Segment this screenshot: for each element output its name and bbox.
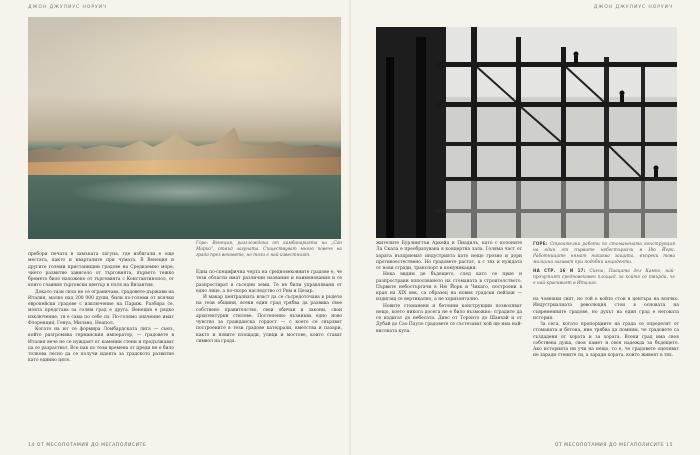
- paragraph: на човешки свят, но той е който стои в центъра на всичко. Индустриалната революция стои в основата на съвременните градове, но духът на един град е неговата история.: [533, 297, 679, 321]
- folio-left: 14 ОТ МЕСОПОТАМИЯ ДО МЕГАПОЛИСИТЕ: [28, 443, 147, 448]
- left-page: [0, 0, 349, 455]
- left-column-1: [28, 252, 174, 365]
- venice-painting: [28, 17, 341, 239]
- paragraph: Една по-специфична черта на средновековните градове е, че тези области имат различни названия и наименования и се разпростират в съседни земи. Те не били управлявани от едно лице, а по-скоро наследство от Рим и Цезар.: [196, 270, 342, 294]
- folio-right: ОТ МЕСОПОТАМИЯ ДО МЕГАПОЛИСИТЕ 15: [554, 443, 673, 448]
- sidenote2-text: Сиена, Пиацата дел Кампо, най-прочутият средновековен площад, за който се твърди, че е най-красивият в Италия.: [533, 269, 675, 286]
- paragraph: пребори печата в замъката лагуна, где избягали е още местата, както и кварталите при чумата. В Венеция и другите големи пристанищни градове на Средиземно море, чието развитие зависело от търговията, първото тежко бремето било наложено от търговията с Константинопол, от които главния търговски център и пътя на Византия.: [28, 252, 174, 289]
- sidenote-text: Строителни работи по стоманената конструкция на един от първите небостъргачи в Ню Йорк. Работниците нямат никаква защита, въпреки това малцина загиват при подобни инциденти.: [533, 242, 675, 265]
- left-column-2: [196, 270, 342, 345]
- paragraph: Докато тази сила не се ограничава, градовете-държави на Италия, малко над 200 000 души, били по-големи от всички европейски градове с изключение на Париж. Разбира се, моята представа за голям град е друга. Венеция е рядко изключение; тя е сама по себе си. По-голямо значение имат Флоренция, Генуа, Милано, Неапол.: [28, 289, 174, 326]
- sidenote-label: ГОРЕ:: [533, 241, 548, 246]
- right-page: [351, 0, 700, 455]
- running-head-right: ДЖОН ДЖУЛИУС НОРУИЧ: [593, 5, 673, 10]
- sidenote2-label: НА СТР. 16 И 17:: [533, 268, 586, 273]
- paragraph: жителите Бурлингтън Аркейд и Пиадилъ, като с колоните Ла Скала е преобразувана в концертна зала. Голяма част от хората възприемат индустрията като нещо грозно и дори противоестествено. Но градовете растат, а с тях и нуждата от нови сгради, транспорт и комуникации.: [376, 241, 522, 271]
- paragraph: И макар централната власт да се съсредоточава в ръцете на тези общини, всеки един град трябва да развива свое собствено правителство, свои обичаи и закони, свои архитектурни стилове. Постепенно възниква едно ново чувство за гражданска гордост — с което се свързват построените в тези градове катедрали, кметства и пазари, както и новите площади, улици и мостове, които стават символ на града.: [196, 295, 342, 344]
- sidenote-1: [533, 241, 675, 266]
- photo-caption-left: Горе: Венеция, разглеждана от камбанарията на „Сан Марко“, отвъд лагуната. Съществуват много повече на града през вековете, но този е най-известният.: [196, 241, 342, 258]
- paragraph: Когато на юг се формира Ломбардската лига — съюз, който разгромява германския император, — градовете в Италия вече не се нуждаят от каменни стени и продължават да се разрастват. Все пак по тези времена от преди не е било толкова лесно да се получи идеята за градското развитие като единно цяло.: [28, 327, 174, 364]
- right-column-2: [533, 297, 679, 360]
- paragraph: За сега, когато пропорциите на града се определят от стоманата и бетона, ние трябва да помним, че градовете са създадени от хората и за хората. Всеки град има своя собствена душа, своя памет и своя надежда за бъдещето. Ако историята ни учи на нещо, то е, че градовете оцеляват не заради стените си, а заради хората, които живеят в тях.: [533, 322, 679, 359]
- paragraph: Нека видим де бъдещето, след като се прие и разпространи използването на стоманата в строителството. Първите небостъргачи в Ню Йорк и Чикаго, построени в края на XIX век, са образец на новия градски пейзаж — издигащ се вертикално, а не хоризонтално.: [376, 272, 522, 303]
- sky-haze: [28, 17, 341, 137]
- steel-frame-graphic: [376, 27, 677, 238]
- skyscraper-construction-photo: [376, 27, 677, 238]
- sidenote-2: [533, 268, 675, 287]
- photo-sidenote: [533, 241, 675, 289]
- right-column-1: [376, 241, 522, 335]
- paragraph: Новите стоманени и бетонни конструкции позволяват нещо, което никога досега не е било възможно: сградите да се издигат до небесата. Днес от Торонто до Шанхай и от Дубай до Сао Пауло градовете се състезават кой ще има най-високата кула.: [376, 303, 522, 334]
- lagoon-reflection: [68, 177, 298, 207]
- running-head-left: ДЖОН ДЖУЛИУС НОРУИЧ: [28, 5, 108, 10]
